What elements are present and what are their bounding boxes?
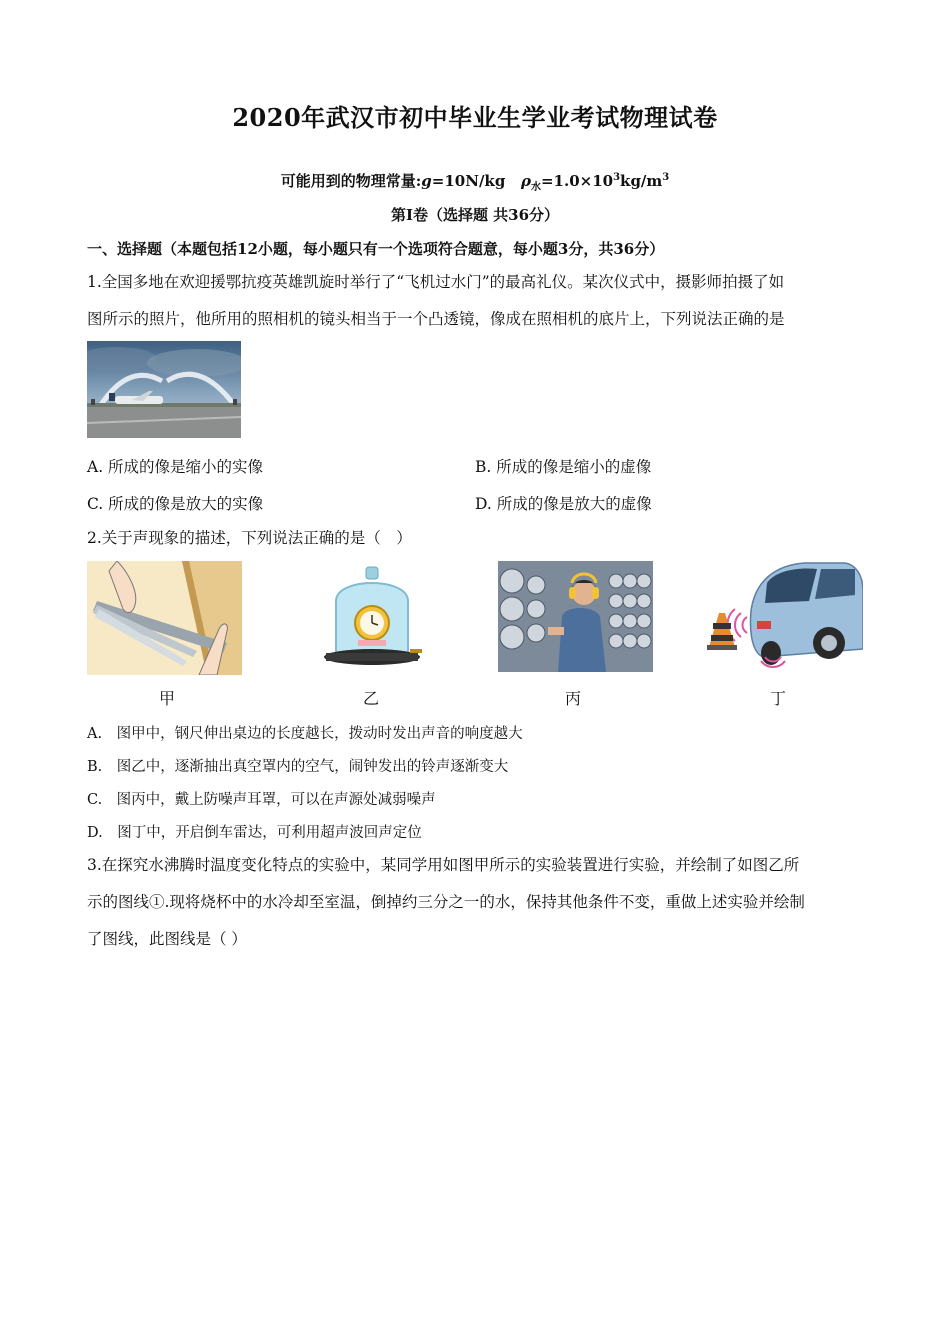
- q2-caption-jia: 甲: [158, 689, 175, 708]
- q2-figure-ding-car-radar: [705, 561, 863, 673]
- section-title: 一、选择题（本题包括12小题，每小题只有一个选项符合题意，每小题3分，共36分）: [87, 240, 665, 258]
- q3-stem-line2: 示的图线①.现将烧杯中的水冷却至室温，倒掉约三分之一的水，保持其他条件不变，重做上述实验并绘制: [87, 893, 805, 911]
- constants-prefix: 可能用到的物理常量:: [280, 172, 422, 190]
- q2-figure-bing-factory: [498, 561, 653, 672]
- exam-title: 2020年武汉市初中毕业生学业考试物理试卷: [232, 103, 718, 132]
- physical-constants: [0, 170, 950, 193]
- q2-caption-yi: 乙: [362, 689, 379, 708]
- q2-caption-bing: 丙: [564, 689, 581, 708]
- rho-exponent: 3: [613, 172, 621, 183]
- q1-water-salute-photo: [87, 341, 241, 438]
- q1-stem-line1: 1.全国多地在欢迎援鄂抗疫英雄凯旋时举行了“飞机过水门”的最高礼仪。某次仪式中，摄影师拍摄了如: [87, 273, 785, 291]
- q2-option-a[interactable]: A. 图甲中，钢尺伸出桌边的长度越长，拨动时发出声音的响度越大: [87, 726, 523, 742]
- g-value: =10N/kg: [431, 172, 506, 190]
- rho-subscript: 水: [530, 182, 541, 193]
- q2-stem: 2.关于声现象的描述，下列说法正确的是（ ）: [87, 529, 412, 547]
- rho-unit-exponent: 3: [662, 172, 670, 183]
- q2-figure-yi-bell-jar: [320, 561, 425, 673]
- q1-option-c[interactable]: C. 所成的像是放大的实像: [87, 495, 264, 513]
- rho-value: =1.0×10: [540, 172, 614, 190]
- q3-stem-line3: 了图线，此图线是（ ）: [87, 930, 247, 948]
- q1-option-b[interactable]: B. 所成的像是缩小的虚像: [475, 458, 652, 476]
- rho-symbol: ρ: [520, 172, 531, 190]
- q1-option-a[interactable]: A. 所成的像是缩小的实像: [87, 458, 264, 476]
- g-symbol: g: [421, 172, 432, 190]
- q1-option-d[interactable]: D. 所成的像是放大的虚像: [475, 495, 652, 513]
- q2-option-c[interactable]: C. 图丙中，戴上防噪声耳罩，可以在声源处减弱噪声: [87, 792, 436, 808]
- part-title: 第Ⅰ卷（选择题 共36分）: [390, 206, 560, 224]
- q2-option-d[interactable]: D. 图丁中，开启倒车雷达，可利用超声波回声定位: [87, 825, 422, 841]
- q2-caption-ding: 丁: [769, 689, 786, 708]
- q2-figure-jia-ruler: [87, 561, 242, 675]
- q3-stem-line1: 3.在探究水沸腾时温度变化特点的实验中，某同学用如图甲所示的实验装置进行实验，并绘制了如图乙所: [87, 856, 800, 874]
- q1-stem-line2: 图所示的照片，他所用的照相机的镜头相当于一个凸透镜，像成在照相机的底片上，下列说法正确的是: [87, 310, 785, 328]
- q2-option-b[interactable]: B. 图乙中，逐渐抽出真空罩内的空气，闹钟发出的铃声逐渐变大: [87, 759, 509, 775]
- rho-unit: kg/m: [620, 172, 663, 190]
